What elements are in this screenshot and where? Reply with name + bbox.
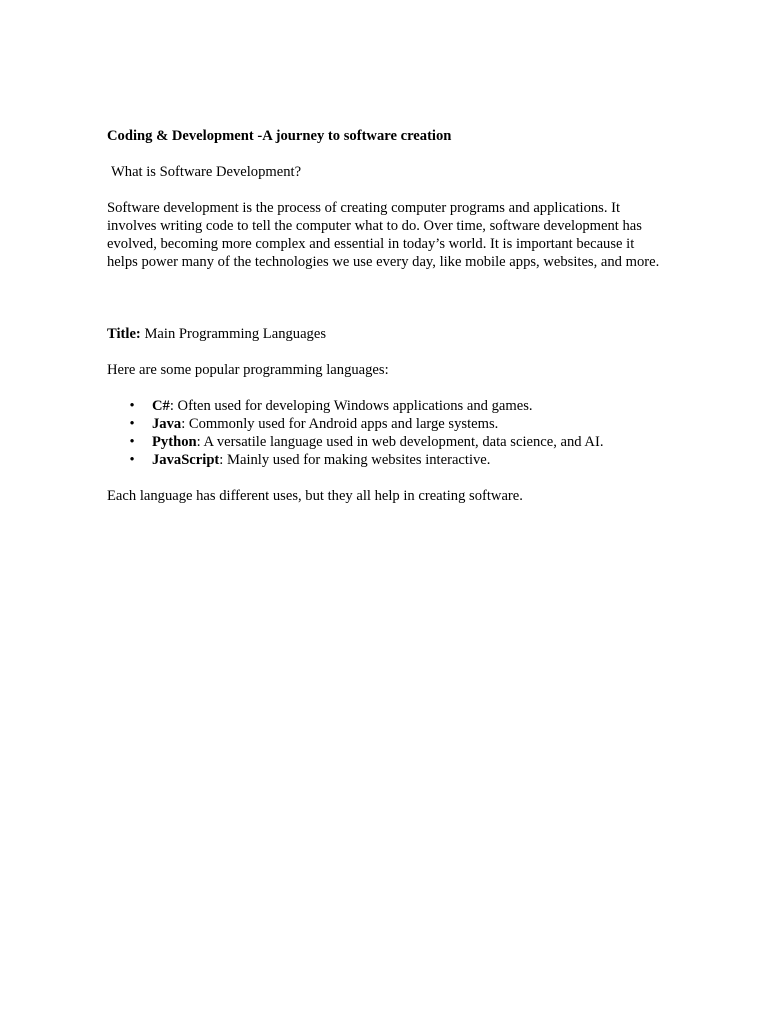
section-title-text: Main Programming Languages [144, 326, 327, 342]
bullet-icon: • [129, 434, 135, 450]
bullet-icon: • [129, 398, 135, 414]
list-item-python [107, 433, 667, 451]
languages-list [107, 397, 667, 469]
closing-paragraph: Each language has different uses, but they all help in creating software. [107, 488, 523, 504]
language-description: : Commonly used for Android apps and large systems. [181, 416, 499, 432]
intro-paragraph: Software development is the process of creating computer programs and applications. It involves writing code to tell the computer what to do. Over time, software development has evolved, becoming more complex and essential in today’s world. It is important because it helps power many of the technologies we use every day, like mobile apps, websites, and more. [107, 200, 660, 270]
language-name: C# [152, 398, 170, 414]
list-item-csharp [107, 397, 667, 415]
language-description: : A versatile language used in web development, data science, and AI. [196, 434, 604, 450]
section-title-line [107, 325, 667, 343]
document-title: Coding & Development -A journey to software creation [107, 128, 452, 144]
language-name: JavaScript [152, 452, 220, 468]
list-item-javascript [107, 451, 667, 469]
bullet-icon: • [129, 416, 135, 432]
languages-lead-paragraph: Here are some popular programming languages: [107, 362, 389, 378]
language-description: : Often used for developing Windows applications and games. [169, 398, 533, 414]
language-name: Java [152, 416, 182, 432]
section-subheading: What is Software Development? [111, 164, 302, 180]
language-description: : Mainly used for making websites interactive. [219, 452, 491, 468]
bullet-icon: • [129, 452, 135, 468]
language-name: Python [152, 434, 197, 450]
list-item-java [107, 415, 667, 433]
document-page [107, 127, 667, 505]
section-title-label: Title: [107, 326, 141, 342]
